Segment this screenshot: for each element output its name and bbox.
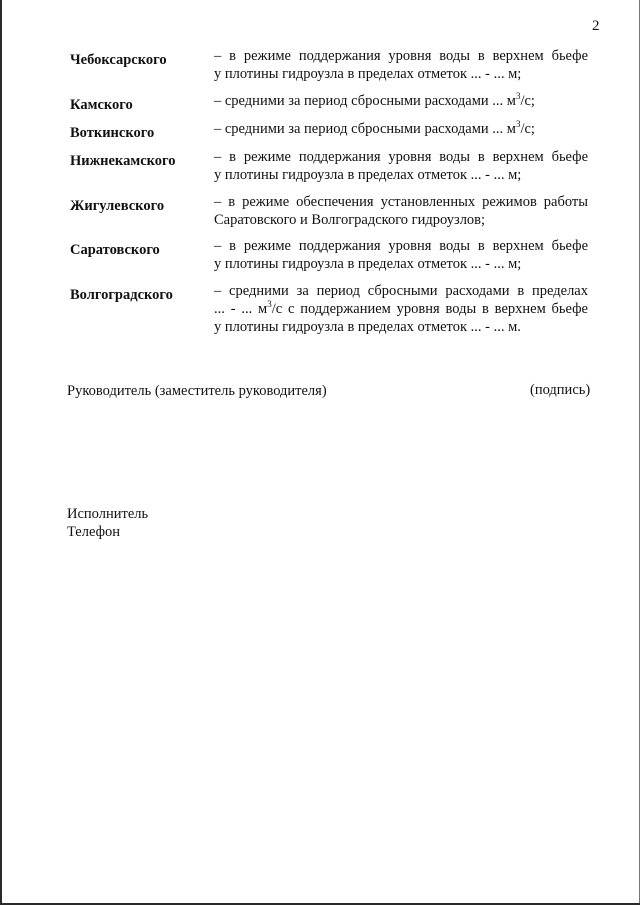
regime-text-line: у плотины гидроузла в пределах отметок ... - ... м; [214, 167, 522, 183]
regime-text-line: – средними за период сбросными расходами ... $м^3/с$; [214, 91, 535, 109]
signature-label: (подпись) [530, 382, 591, 398]
hydro-station-regime [214, 193, 588, 229]
hydro-station-regime [214, 47, 588, 83]
regime-text-line: – в режиме поддержания уровня воды в верхнем бьефе [214, 238, 588, 254]
regime-text-line: у плотины гидроузла в пределах отметок ... - ... м; [214, 66, 522, 82]
hydro-station-name: Волгоградского [70, 287, 173, 303]
hydro-station-regime [214, 120, 588, 138]
scan-border-left [0, 0, 2, 905]
regime-text-line: ... - ... $м^3/с$ с поддержанием уровня воды в верхнем бьефе [214, 299, 588, 317]
hydro-station-name: Чебоксарского [70, 52, 167, 68]
hydro-station-name: Нижнекамского [70, 153, 176, 169]
regime-text-line: – в режиме обеспечения установленных режимов работы [214, 194, 588, 210]
regime-text-line: Саратовского и Волгоградского гидроузлов; [214, 212, 486, 228]
regime-text-line: – в режиме поддержания уровня воды в верхнем бьефе [214, 48, 588, 64]
regime-text-line: у плотины гидроузла в пределах отметок ... - ... м; [214, 256, 522, 272]
phone-label: Телефон [67, 524, 120, 540]
executor-label: Исполнитель [67, 506, 149, 522]
hydro-station-regime [214, 237, 588, 273]
regime-text-line: – в режиме поддержания уровня воды в верхнем бьефе [214, 149, 588, 165]
hydro-station-name: Воткинского [70, 125, 155, 141]
hydro-station-name: Камского [70, 97, 133, 113]
regime-text-line: у плотины гидроузла в пределах отметок ... - ... м. [214, 319, 521, 335]
regime-text-line: – средними за период сбросными расходами ... $м^3/с$; [214, 119, 535, 137]
hydro-station-regime [214, 282, 588, 336]
hydro-station-regime [214, 92, 588, 110]
hydro-station-name: Жигулевского [70, 198, 165, 214]
regime-text-line: – средними за период сбросными расходами в пределах [214, 283, 588, 299]
head-signature-label: Руководитель (заместитель руководителя) [67, 383, 327, 399]
page-number: 2 [592, 18, 600, 34]
hydro-station-regime [214, 148, 588, 184]
hydro-station-name: Саратовского [70, 242, 160, 258]
